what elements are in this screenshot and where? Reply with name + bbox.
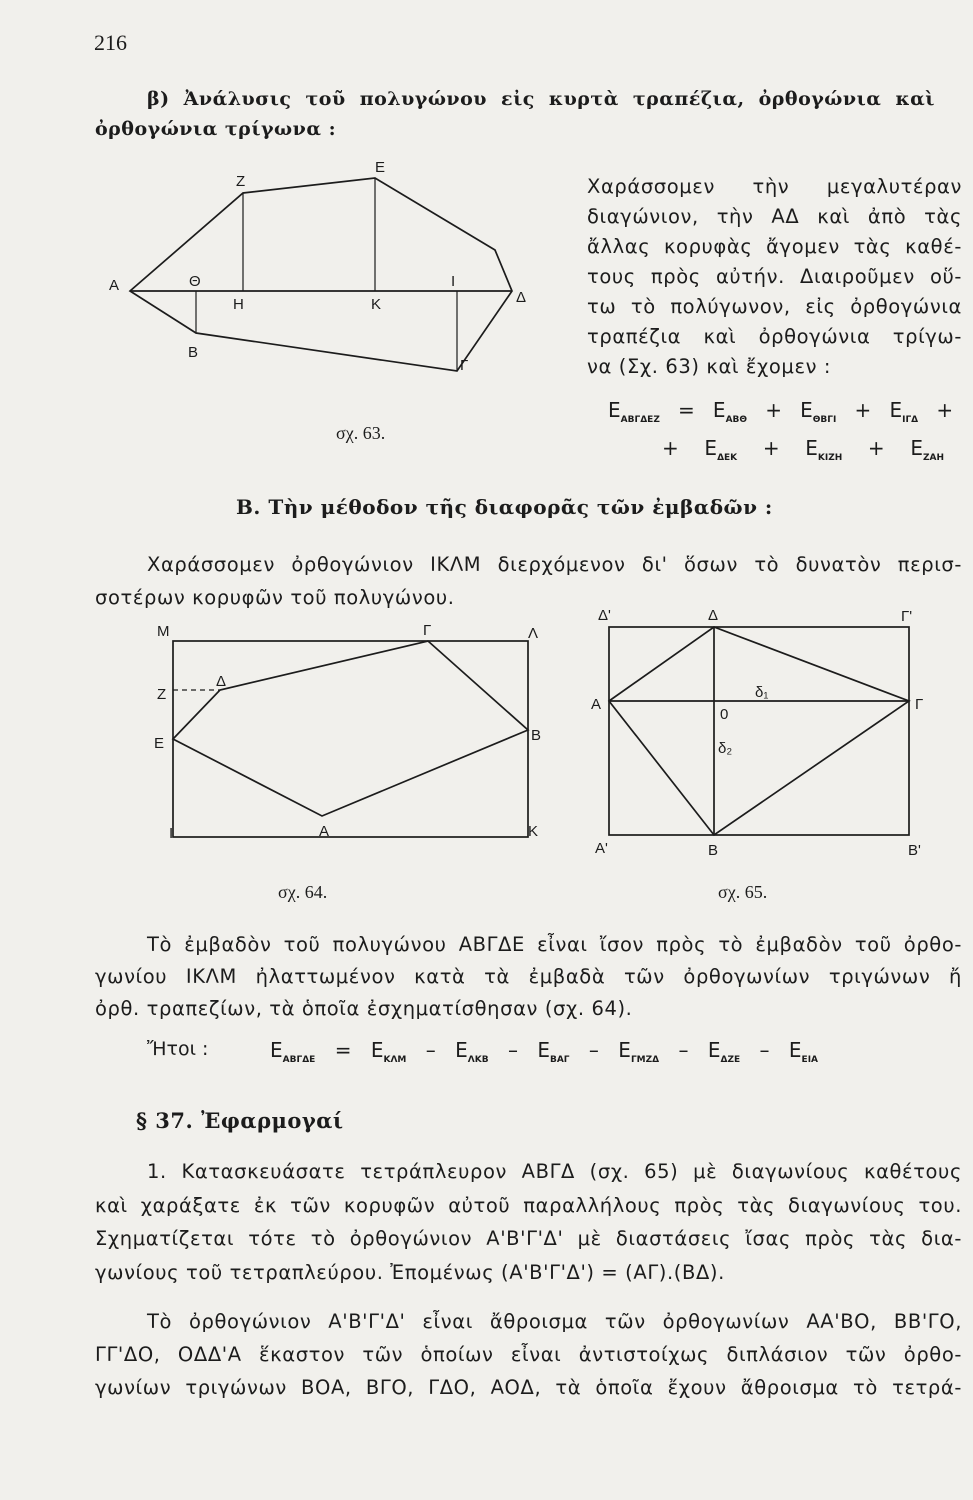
fig63-label-K: Κ: [371, 296, 382, 313]
formula-term: $E_{KIZH}$: [805, 436, 843, 463]
text-line: τραπέζια καὶ ὀρθογώνια τρίγω-: [587, 325, 962, 348]
section-37-p2-line2: ΓΓ'ΔΟ, ΟΔΔ'Α ἕκαστον τῶν ὁποίων εἶναι ἀντιστοίχως διπλάσιον τῶν ὀρθο-: [95, 1343, 962, 1366]
fig64-polygon-ABGDE: [173, 641, 528, 816]
fig64-label-D: Δ: [216, 673, 227, 690]
fig63-label-G: Γ: [460, 357, 469, 374]
formula-64-label: Ἤτοι :: [147, 1038, 209, 1060]
section-beta-heading-line2: ὀρθογώνια τρίγωνα :: [95, 118, 337, 140]
formula-term: $E_{BA\Gamma}$: [537, 1038, 570, 1065]
figure-65: [585, 605, 930, 865]
section-B-line1: Χαράσσομεν ὀρθογώνιον ΙΚΛΜ διερχόμενον δι' ὅσων τὸ δυνατὸν περισ-: [147, 553, 962, 576]
section-37-item1-line1: 1. Κατασκευάσατε τετράπλευρον ΑΒΓΔ (σχ. 65) μὲ διαγωνίους καθέτους: [147, 1160, 962, 1183]
fig65-label-O: 0: [720, 706, 729, 723]
figure-63: [105, 158, 525, 373]
fig65-label-Dp: Δ': [598, 607, 611, 624]
formula-term: $E_{AB\Gamma\Delta E}$: [270, 1038, 316, 1065]
formula-term: $E_{\Gamma MZ\Delta}$: [618, 1038, 660, 1065]
formula-term: $E_{I\Gamma\Delta}$: [889, 398, 919, 425]
fig65-label-G: Γ: [915, 696, 924, 713]
fig65-label-Bp: Β': [908, 842, 921, 859]
text-line: διαγώνιον, τὴν ΑΔ καὶ ἀπὸ τὰς: [587, 205, 962, 228]
formula-63-line2: + $E_{\Delta EK} + E_{KIZH} + E_{ZAH}$: [662, 436, 945, 463]
section-beta-heading-line1: β) Ἀνάλυσις τοῦ πολυγώνου εἰς κυρτὰ τραπέζια, ὀρθογώνια καὶ: [147, 88, 935, 110]
section-37-p2-line1: Τὸ ὀρθογώνιον Α'Β'Γ'Δ' εἶναι ἄθροισμα τῶν ὀρθογωνίων ΑΑ'ΒΟ, ΒΒ'ΓΟ,: [147, 1310, 962, 1333]
figure-64: [150, 620, 550, 845]
fig64-label-E: Ε: [154, 735, 165, 752]
section-B-line2: σοτέρων κορυφῶν τοῦ πολυγώνου.: [95, 586, 455, 609]
page-number: 216: [94, 30, 127, 55]
fig63-label-I: Ι: [451, 273, 456, 290]
section-37-item1-line2: καὶ χαράξατε ἐκ τῶν κορυφῶν αὐτοῦ παραλλήλους πρὸς τὰς διαγωνίους του.: [95, 1194, 962, 1217]
formula-term: $E_{AB\Theta}$: [712, 398, 748, 425]
caption-fig65: σχ. 65.: [718, 882, 768, 902]
section-37-p2-line3: γωνίων τριγώνων ΒΟΑ, ΒΓΟ, ΓΔΟ, ΑΟΔ, τὰ ὁποῖα ἔχουν ἄθροισμα τὸ τετρά-: [95, 1376, 962, 1399]
caption-fig63: σχ. 63.: [336, 423, 386, 443]
formula-term: $E_{\Delta ZE}$: [707, 1038, 741, 1065]
formula-term: $E_{K\Lambda M}$: [370, 1038, 407, 1065]
fig63-label-B: Β: [188, 344, 199, 361]
fig63-label-D: Δ: [516, 289, 527, 306]
formula-term: $E_{ZAH}$: [910, 436, 945, 463]
fig65-label-Gp: Γ': [901, 608, 913, 625]
formula-term: $E_{\Delta EK}$: [704, 436, 738, 463]
text-line: τους πρὸς αὐτήν. Διαιροῦμεν οὕ-: [587, 265, 962, 288]
fig63-label-Theta: Θ: [189, 273, 201, 290]
fig65-label-D: Δ: [708, 607, 719, 624]
fig64-label-M: Μ: [157, 623, 170, 640]
section-37-item1-line4: γωνίους τοῦ τετραπλεύρου. Ἐπομένως (Α'Β'Γ'Δ') = (ΑΓ).(ΒΔ).: [95, 1261, 725, 1284]
section-37-item1-line3: Σχηματίζεται τότε τὸ ὀρθογώνιον Α'Β'Γ'Δ' μὲ διαστάσεις ἴσας πρὸς τὰς δια-: [95, 1227, 962, 1250]
text-line: να (Σχ. 63) καὶ ἔχομεν :: [587, 355, 832, 378]
formula-63-line1: $E_{AB\Gamma\Delta EZ} = E_{AB\Theta} + E_{\Theta B\Gamma I} + E_{I\Gamma\Delta}$ +: [608, 398, 954, 425]
section-37-heading: § 37. Ἐφαρμογαί: [136, 1108, 344, 1133]
fig63-label-A: Α: [109, 277, 120, 294]
fig63-label-Z: Ζ: [236, 173, 246, 190]
fig63-label-E: Ε: [375, 159, 386, 176]
text-line: ἄλλας κορυφὰς ἄγομεν τὰς καθέ-: [587, 235, 962, 258]
caption-fig64: σχ. 64.: [278, 882, 328, 902]
fig64-label-I: Ι: [169, 825, 174, 842]
fig65-label-A: Α: [591, 696, 602, 713]
fig65-label-d2: δ₂: [718, 740, 733, 757]
fig64-label-A: Α: [319, 823, 330, 840]
paragraph2-line3: ὀρθ. τραπεζίων, τὰ ὁποῖα ἐσχηματίσθησαν (σχ. 64).: [95, 997, 633, 1020]
fig63-label-H: Η: [233, 296, 244, 313]
fig64-label-L: Λ: [528, 625, 539, 642]
formula-term: $E_{\Lambda KB}$: [455, 1038, 489, 1065]
formula-64: $E_{AB\Gamma\Delta E} = E_{K\Lambda M} - E_{\Lambda KB} - E_{BA\Gamma} - E_{\Gamma MZ\Delta} - E_{\Delta ZE} - E_{EIA}$: [270, 1038, 819, 1065]
section-beta-paragraph: [587, 172, 962, 382]
text-line: Χαράσσομεν τὴν μεγαλυτέραν: [587, 175, 962, 198]
paragraph2-line2: γωνίου ΙΚΛΜ ἠλαττωμένον κατὰ τὰ ἐμβαδὰ τῶν ὀρθογωνίων τριγώνων ἤ: [95, 965, 962, 988]
formula-term: $E_{EIA}$: [788, 1038, 819, 1065]
text-line: τω τὸ πολύγωνον, εἰς ὀρθογώνια: [587, 295, 962, 318]
paragraph2-line1: Τὸ ἐμβαδὸν τοῦ πολυγώνου ΑΒΓΔΕ εἶναι ἴσον πρὸς τὸ ἐμβαδὸν τοῦ ὀρθο-: [147, 933, 962, 956]
fig64-label-G: Γ: [423, 622, 432, 639]
fig64-label-B: Β: [531, 727, 542, 744]
fig64-label-Z: Ζ: [157, 686, 167, 703]
section-B-heading: Β. Τὴν μέθοδον τῆς διαφορᾶς τῶν ἐμβαδῶν :: [236, 495, 773, 519]
fig64-rectangle-IKLM: [173, 641, 528, 837]
fig65-label-d1: δ₁: [755, 684, 769, 701]
formula-term: $E_{AB\Gamma\Delta EZ}$: [608, 398, 660, 425]
fig65-label-B: Β: [708, 842, 719, 859]
fig65-quadrilateral-ABGD: [609, 627, 909, 835]
fig65-label-Ap: Α': [595, 840, 608, 857]
fig64-label-K: Κ: [528, 823, 539, 840]
formula-term: $E_{\Theta B\Gamma I}$: [800, 398, 837, 425]
